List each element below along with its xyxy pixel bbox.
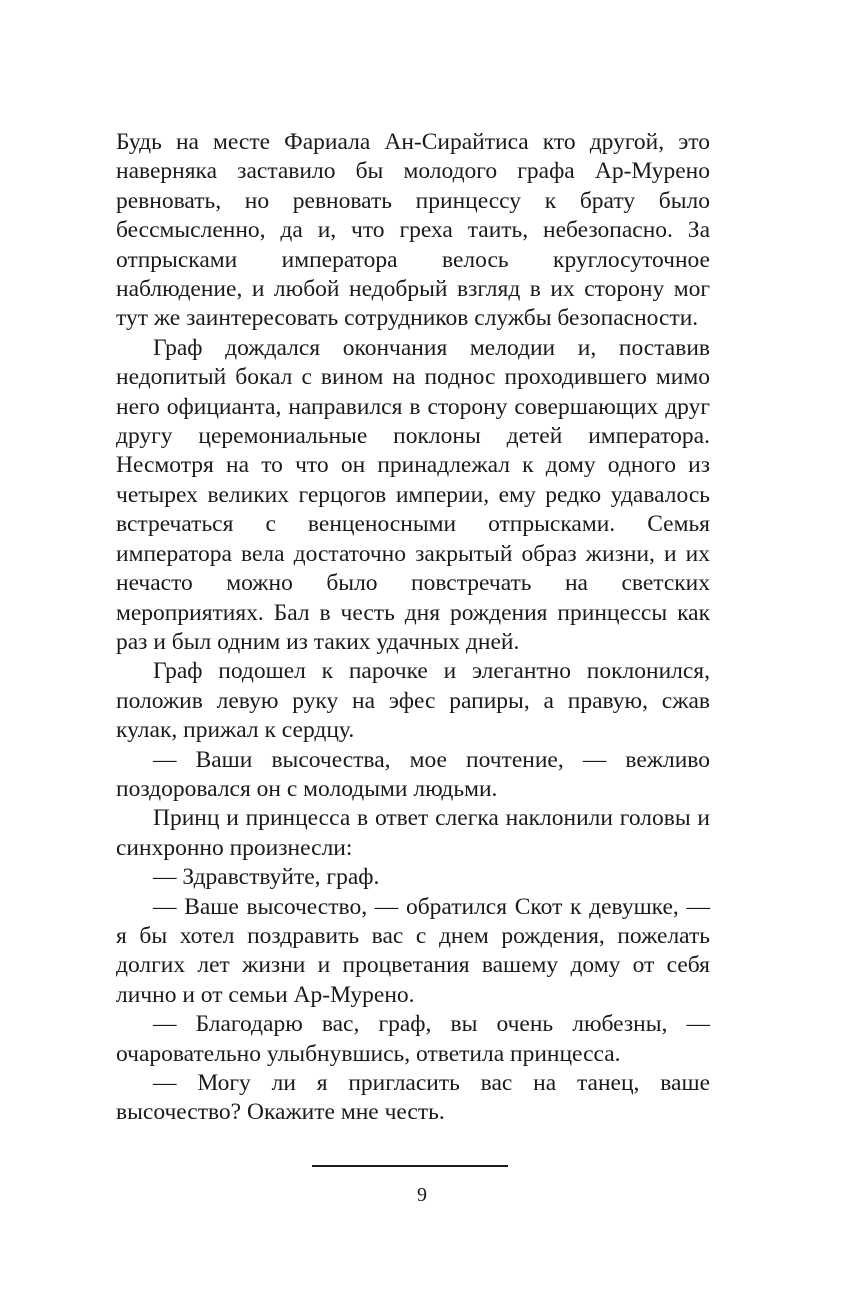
paragraph-1: Будь на месте Фариала Ан-Сирайтиса кто другой, это наверняка заставило бы молодого графа Ар-Мурено ревновать, но ревновать принцессу к брату было бессмысленно, да и, что греха таить, небезопасно. За отпрысками императора велось круглосуточное наблюдение, и любой недобрый взгляд в их сторону мог тут же заинтересовать сотрудников службы безопасности. — [116, 129, 710, 332]
footer-rule — [312, 1165, 508, 1167]
body-text — [116, 128, 710, 1128]
paragraph-7: — Ваше высочество, — обратился Скот к девушке, — я бы хотел поздравить вас с днем рождения, пожелать долгих лет жизни и процветания вашему дому от себя лично и от семьи Ар-Мурено. — [116, 893, 710, 1008]
paragraph-5: Принц и принцесса в ответ слегка наклонили головы и синхронно произнесли: — [116, 805, 710, 861]
paragraph-4: — Ваши высочества, мое почтение, — вежливо поздоровался он с молодыми людьми. — [116, 746, 710, 802]
paragraph-6: — Здравствуйте, граф. — [153, 864, 380, 891]
paragraph-9: — Могу ли я пригласить вас на танец, ваше высочество? Окажите мне честь. — [116, 1070, 710, 1126]
page-number: 9 — [417, 1184, 427, 1206]
paragraph-8: — Благодарю вас, граф, вы очень любезны, — очаровательно улыбнувшись, ответила принцесса. — [116, 1011, 710, 1067]
paragraph-3: Граф подошел к парочке и элегантно поклонился, положив левую руку на эфес рапиры, а правую, сжав кулак, прижал к сердцу. — [116, 658, 710, 744]
paragraph-2: Граф дождался окончания мелодии и, поставив недопитый бокал с вином на поднос проходившего мимо него официанта, направился в сторону совершающих друг другу церемониальные поклоны детей императора. Несмотря на то что он принадлежал к дому одного из четырех великих герцогов империи, ему редко удавалось встречаться с венценосными отпрысками. Семья императора вела достаточно закрытый образ жизни, и их нечасто можно было повстречать на светских мероприятиях. Бал в честь дня рождения принцессы как раз и был одним из таких удачных дней. — [116, 334, 710, 655]
